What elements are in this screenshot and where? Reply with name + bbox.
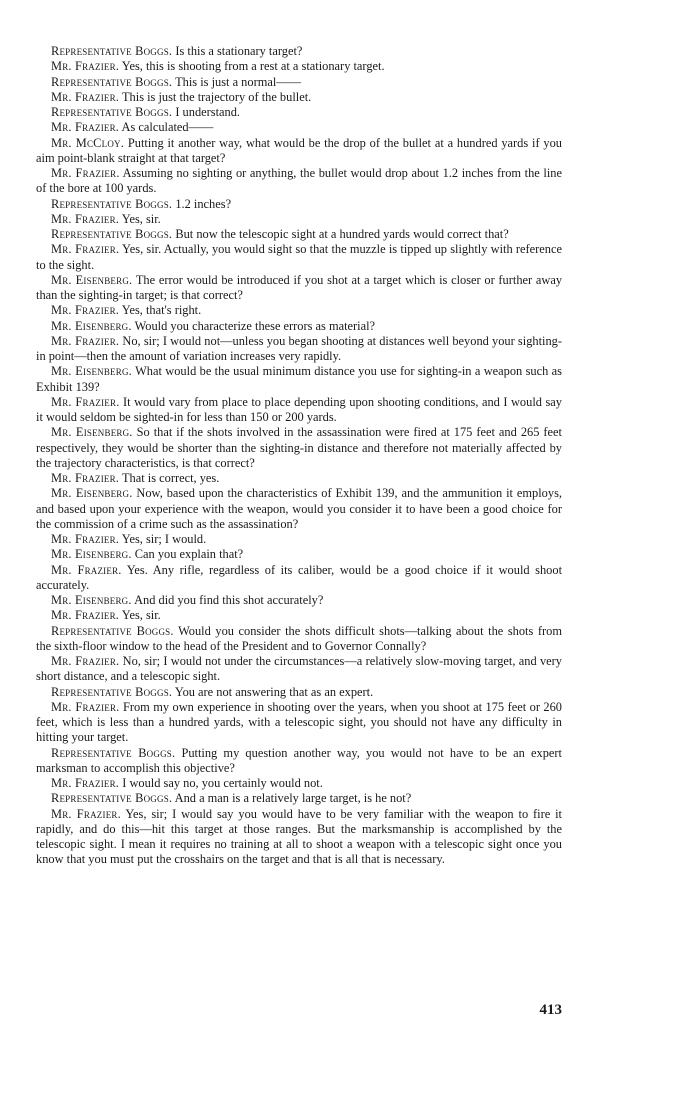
speaker-name: Mr. Frazier.	[51, 806, 121, 821]
transcript-paragraph	[36, 547, 562, 562]
speaker-name: Mr. Frazier.	[51, 211, 120, 226]
testimony-text: Yes, sir.	[121, 608, 161, 623]
transcript-paragraph	[36, 364, 562, 395]
transcript-paragraph	[36, 746, 562, 777]
testimony-text: From my own experience in shooting over the years, when you shoot at 175 feet or 260 feet, which is less than a hundred yards, with a telescopic sight, you should not have any difficulty in hitting your target.	[36, 699, 562, 745]
transcript-paragraph	[36, 624, 562, 655]
testimony-text: So that if the shots involved in the assassination were fired at 175 feet and 265 feet respectively, they would be shorter than the sighting-in distance and therefore not materially affected by the trajectory characteristics, is that correct?	[36, 425, 562, 470]
speaker-name: Mr. Frazier.	[51, 654, 120, 668]
testimony-text: Yes. Any rifle, regardless of its caliber, would be a good choice if it would shoot accurately.	[36, 562, 563, 592]
testimony-text: The error would be introduced if you shot at a target which is closer or further away than the sighting-in target; is that correct?	[36, 272, 563, 302]
testimony-text: That is correct, yes.	[121, 471, 220, 485]
transcript-paragraph	[36, 608, 562, 623]
speaker-name: Mr. Frazier.	[51, 699, 120, 714]
speaker-name: Mr. McCloy.	[51, 135, 125, 150]
speaker-name: Mr. Eisenberg.	[51, 486, 133, 501]
speaker-name: Mr. Eisenberg.	[51, 425, 133, 440]
testimony-text: No, sir; I would not—unless you began shooting at distances well beyond your sighting-in point—then the amount of variation increases very rapidly.	[36, 333, 562, 363]
page-number: 413	[539, 1002, 562, 1018]
speaker-name: Mr. Frazier.	[51, 59, 120, 74]
testimony-text: Assuming no sighting or anything, the bullet would drop about 1.2 inches from the line of the bore at 100 yards.	[36, 166, 562, 196]
testimony-text: I understand.	[175, 105, 241, 119]
transcript-paragraph	[36, 212, 562, 227]
speaker-name: Mr. Eisenberg.	[51, 272, 133, 287]
transcript-paragraph	[36, 319, 562, 334]
speaker-name: Mr. Frazier.	[51, 166, 120, 180]
speaker-name: Mr. Frazier.	[51, 562, 122, 577]
testimony-text: And did you find this shot accurately?	[134, 593, 324, 607]
speaker-name: Mr. Frazier.	[51, 89, 120, 104]
transcript-paragraph	[36, 791, 562, 806]
testimony-text: Putting my question another way, you would not have to be an expert marksman to accomplish this objective?	[36, 745, 562, 775]
speaker-name: Mr. Frazier.	[51, 608, 120, 623]
speaker-name: Mr. Eisenberg.	[51, 547, 132, 562]
speaker-name: Mr. Frazier.	[51, 471, 120, 485]
speaker-name: Mr. Frazier.	[51, 394, 120, 409]
speaker-name: Representative Boggs.	[51, 684, 173, 699]
testimony-text: This is just a normal——	[175, 74, 302, 89]
transcript-paragraph	[36, 563, 562, 594]
transcript-paragraph	[36, 303, 562, 318]
speaker-name: Representative Boggs.	[51, 623, 174, 638]
transcript-paragraph	[36, 807, 562, 868]
testimony-text: I would say no, you certainly would not.	[122, 776, 323, 790]
transcript-page	[36, 44, 562, 868]
testimony-text: But now the telescopic sight at a hundred yards would correct that?	[175, 227, 509, 241]
transcript-paragraph	[36, 273, 562, 304]
transcript-paragraph	[36, 395, 562, 426]
transcript-paragraph	[36, 59, 562, 74]
transcript-paragraph	[36, 227, 562, 242]
testimony-text: Is this a stationary target?	[175, 44, 303, 58]
speaker-name: Representative Boggs.	[51, 791, 173, 806]
transcript-paragraph	[36, 593, 562, 608]
transcript-paragraph	[36, 44, 562, 59]
speaker-name: Mr. Frazier.	[51, 532, 120, 546]
speaker-name: Representative Boggs.	[51, 44, 173, 58]
transcript-paragraph	[36, 471, 562, 486]
transcript-paragraph	[36, 654, 562, 685]
speaker-name: Representative Boggs.	[51, 196, 173, 211]
testimony-text: Would you consider the shots difficult shots—talking about the shots from the sixth-floor window to the head of the President and to Governor Connally?	[36, 623, 562, 653]
speaker-name: Mr. Frazier.	[51, 776, 120, 790]
transcript-paragraph	[36, 197, 562, 212]
transcript-paragraph	[36, 120, 562, 135]
testimony-text: Yes, sir; I would say you would have to be very familiar with the weapon to fire it rapidly, and do this—hit this target at those ranges. But the marksmanship is accomplished by the telescopic sight. I mean it requires no training at all to shoot a weapon with a telescopic sight once you know that you must put the crosshairs on the target and that is all that is necessary.	[36, 806, 562, 867]
testimony-text: Would you characterize these errors as material?	[134, 318, 376, 333]
speaker-name: Mr. Frazier.	[51, 333, 120, 348]
transcript-paragraph	[36, 685, 562, 700]
testimony-text: Yes, sir. Actually, you would sight so that the muzzle is tipped up slightly with reference to the sight.	[36, 242, 562, 272]
transcript-paragraph	[36, 700, 562, 746]
transcript-paragraph	[36, 166, 562, 197]
testimony-text: Now, based upon the characteristics of Exhibit 139, and the ammunition it employs, and based upon your experience with the weapon, would you consider it to have been a good choice for the commission of a crime such as the assassination?	[36, 486, 562, 531]
transcript-paragraph	[36, 75, 562, 90]
transcript-paragraph	[36, 532, 562, 547]
transcript-paragraph	[36, 136, 562, 167]
speaker-name: Mr. Frazier.	[51, 303, 120, 318]
testimony-text: Yes, that's right.	[121, 303, 202, 318]
transcript-paragraph	[36, 90, 562, 105]
testimony-text: You are not answering that as an expert.	[174, 684, 374, 699]
transcript-paragraph	[36, 486, 562, 532]
testimony-text: Can you explain that?	[134, 547, 244, 562]
testimony-text: And a man is a relatively large target, is he not?	[174, 791, 412, 806]
speaker-name: Representative Boggs.	[51, 105, 173, 119]
testimony-text: Yes, sir; I would.	[121, 532, 207, 546]
testimony-text: This is just the trajectory of the bullet.	[121, 89, 312, 104]
speaker-name: Representative Boggs.	[51, 227, 173, 241]
speaker-name: Representative Boggs.	[51, 74, 173, 89]
transcript-paragraph	[36, 105, 562, 120]
transcript-paragraph	[36, 334, 562, 365]
testimony-text: Yes, sir.	[121, 211, 161, 226]
speaker-name: Mr. Eisenberg.	[51, 593, 132, 607]
testimony-text: 1.2 inches?	[175, 196, 232, 211]
testimony-text: No, sir; I would not under the circumstances—a relatively slow-moving target, and very short distance, and a telescopic sight.	[36, 654, 562, 684]
speaker-name: Mr. Eisenberg.	[51, 318, 132, 333]
speaker-name: Mr. Frazier.	[51, 120, 120, 135]
testimony-text: As calculated——	[121, 120, 214, 135]
testimony-text: What would be the usual minimum distance you use for sighting-in a weapon such as Exhibit 139?	[36, 364, 563, 394]
transcript-paragraph	[36, 776, 562, 791]
testimony-text: It would vary from place to place depending upon shooting conditions, and I would say it would seldom be sighted-in for less than 150 or 200 yards.	[36, 394, 562, 424]
testimony-text: Yes, this is shooting from a rest at a stationary target.	[121, 59, 385, 74]
speaker-name: Mr. Frazier.	[51, 242, 120, 257]
transcript-paragraph	[36, 242, 562, 273]
testimony-text: Putting it another way, what would be the drop of the bullet at a hundred yards if you aim point-blank straight at that target?	[36, 135, 562, 165]
speaker-name: Mr. Eisenberg.	[51, 364, 132, 379]
transcript-paragraph	[36, 425, 562, 471]
speaker-name: Representative Boggs.	[51, 745, 176, 760]
